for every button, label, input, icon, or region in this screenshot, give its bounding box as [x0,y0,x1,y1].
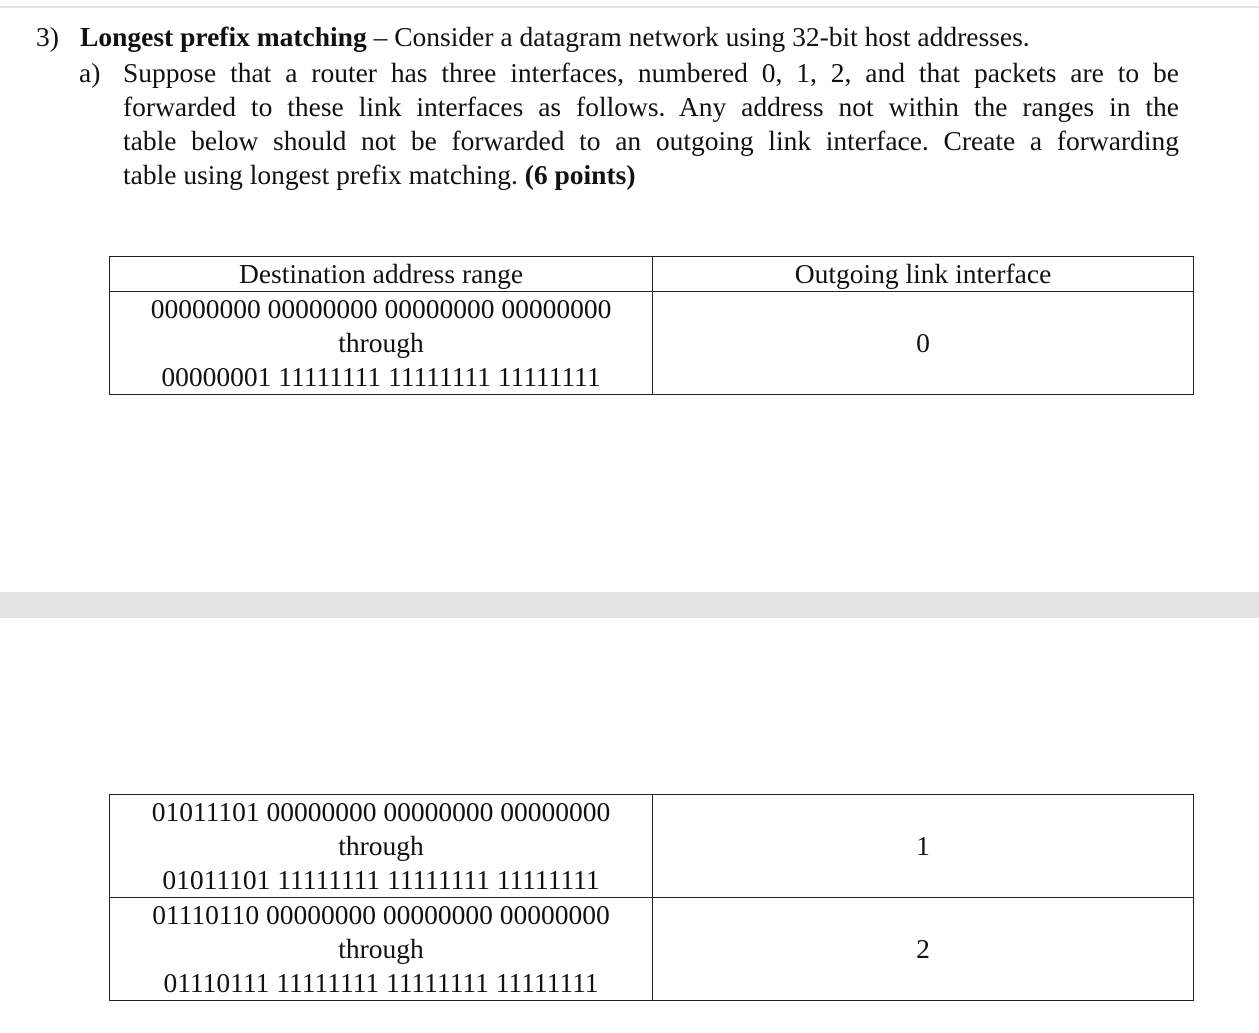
points-label: (6 points) [524,159,636,190]
range-start: 01110110 00000000 00000000 00000000 [152,899,610,930]
range-end: 00000001 11111111 11111111 11111111 [161,361,601,392]
question-title: Longest prefix matching [80,21,367,52]
range-end: 01011101 11111111 11111111 11111111 [162,864,600,895]
range-start: 01011101 00000000 00000000 00000000 [151,796,611,827]
interface-cell: 0 [653,292,1194,395]
top-divider [0,6,1259,8]
header-destination-range: Destination address range [110,257,653,292]
table-header-row [110,257,1194,292]
table-row [110,292,1194,395]
question-3 [36,20,1196,190]
forwarding-table-top [109,256,1194,395]
range-end: 01110111 11111111 11111111 11111111 [163,967,599,998]
address-range-cell [110,795,653,898]
range-through: through [338,933,424,964]
part-line-last [123,158,1179,192]
part-line: Suppose that a router has three interfaces, numbered 0, 1, 2, and that packets are to be [123,57,1179,88]
part-text [123,56,1179,192]
part-line: table below should not be forwarded to an outgoing link interface. Create a forwarding [123,125,1179,156]
interface-cell: 2 [653,898,1194,1001]
question-intro: – Consider a datagram network using 32-bit host addresses. [366,21,1030,52]
part-last-text: table using longest prefix matching. [123,159,525,190]
header-outgoing-interface: Outgoing link interface [653,257,1194,292]
page-break-band [0,592,1259,618]
question-heading [36,20,1196,54]
interface-cell: 1 [653,795,1194,898]
part-label: a) [79,57,101,88]
range-through: through [338,830,424,861]
part-line: forwarded to these link interfaces as follows. Any address not within the ranges in the [123,91,1179,122]
address-range-cell [110,898,653,1001]
range-through: through [338,327,424,358]
question-number: 3) [36,21,59,52]
range-start: 00000000 00000000 00000000 00000000 [150,293,612,324]
table-row [110,795,1194,898]
address-range-cell [110,292,653,395]
table-row [110,898,1194,1001]
forwarding-table-bottom [109,794,1194,1001]
